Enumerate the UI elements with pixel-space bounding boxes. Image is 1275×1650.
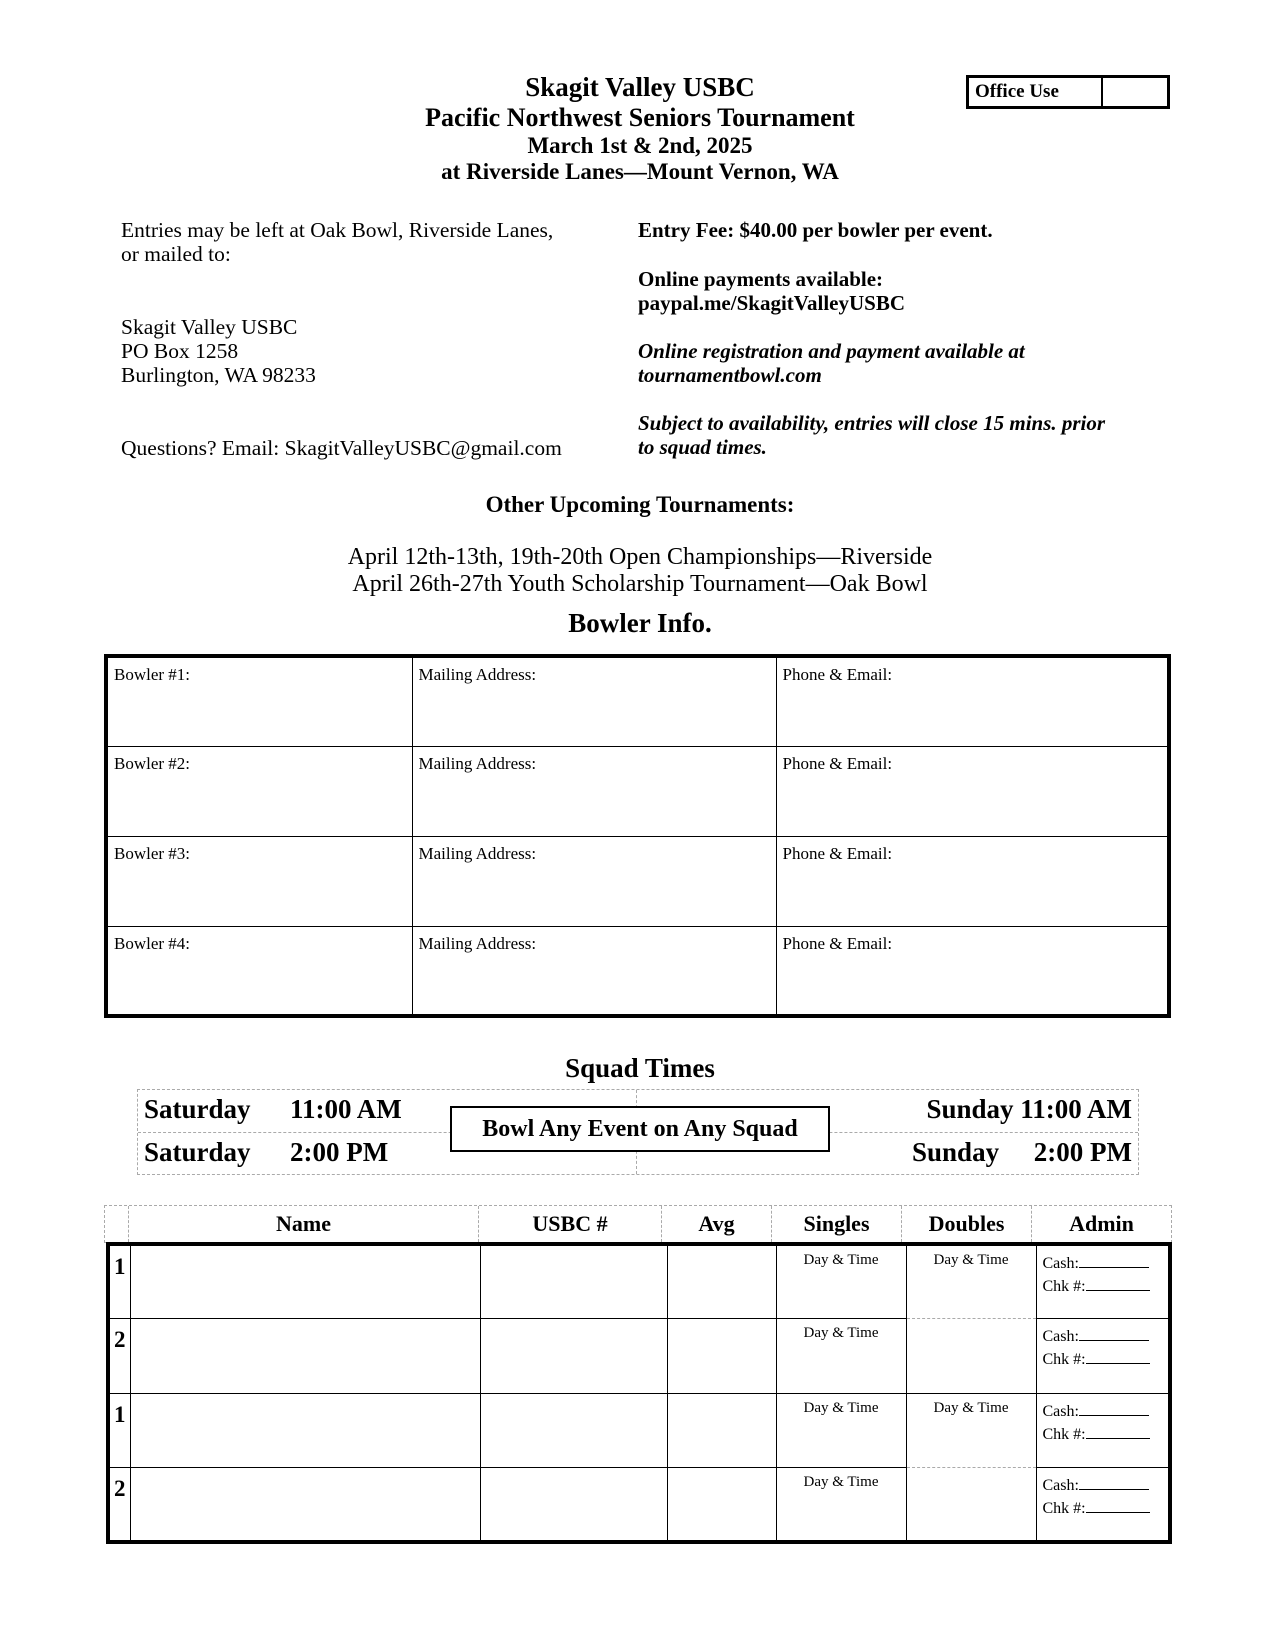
bowler-label: Bowler #2: — [114, 753, 191, 773]
mailing-address — [121, 315, 621, 387]
paypal-link: paypal.me/SkagitValleyUSBC — [638, 291, 906, 315]
doubles-field[interactable] — [906, 1468, 1036, 1543]
other-tournaments-title: Other Upcoming Tournaments: — [485, 492, 795, 517]
sunday-squad-1: Sunday 11:00 AM — [926, 1094, 1132, 1124]
name-field[interactable] — [130, 1468, 480, 1543]
row-number: 1 — [108, 1244, 130, 1319]
sunday-time-2: 2:00 PM — [1033, 1137, 1132, 1167]
singles-header: Singles — [772, 1206, 902, 1242]
entry-row — [108, 1244, 1170, 1319]
check-line — [1086, 1275, 1150, 1291]
sunday-label: Sunday — [912, 1137, 1000, 1167]
entry-row — [108, 1393, 1170, 1468]
contact-label: Phone & Email: — [782, 933, 893, 953]
check-label: Chk #: — [1042, 1425, 1086, 1443]
mailing-address-field[interactable] — [412, 926, 776, 1016]
usbc-field[interactable] — [480, 1393, 667, 1468]
tournament-title: Pacific Northwest Seniors Tournament — [425, 103, 855, 133]
online-registration — [638, 339, 1158, 387]
row-number: 2 — [108, 1319, 130, 1394]
any-squad-note: Bowl Any Event on Any Squad — [450, 1106, 830, 1152]
avg-header: Avg — [662, 1206, 772, 1242]
bowler-row — [106, 926, 1169, 1016]
bowler-row — [106, 836, 1169, 926]
cash-label: Cash: — [1042, 1255, 1079, 1272]
closing-note-line-2: to squad times. — [638, 435, 767, 459]
document-header — [300, 72, 980, 186]
entries-line-1: Entries may be left at Oak Bowl, Riverside Lanes, — [121, 218, 554, 242]
address-label: Mailing Address: — [418, 665, 537, 684]
bowler-name-field[interactable] — [106, 746, 412, 836]
address-line-1: Skagit Valley USBC — [121, 315, 298, 339]
entries-note — [121, 218, 621, 266]
doubles-header: Doubles — [902, 1206, 1032, 1242]
squad-times-title: Squad Times — [565, 1053, 715, 1083]
bowler-name-field[interactable] — [106, 656, 412, 746]
bowler-info-table — [104, 654, 1171, 1018]
office-use-field[interactable] — [1103, 78, 1167, 106]
entry-row — [108, 1319, 1170, 1394]
singles-field[interactable] — [776, 1319, 906, 1394]
doubles-field[interactable] — [906, 1319, 1036, 1394]
org-title: Skagit Valley USBC — [525, 72, 755, 102]
usbc-field[interactable] — [480, 1319, 667, 1394]
cash-line — [1079, 1252, 1149, 1268]
saturday-label: Saturday — [144, 1094, 251, 1124]
singles-field[interactable] — [776, 1393, 906, 1468]
entry-table-header — [104, 1205, 1172, 1243]
other-tournament-item: April 12th-13th, 19th-20th Open Championships—Riverside — [347, 544, 933, 570]
singles-field[interactable] — [776, 1244, 906, 1319]
avg-field[interactable] — [667, 1319, 776, 1394]
office-use-box — [966, 75, 1170, 109]
bowler-name-field[interactable] — [106, 926, 412, 1016]
admin-header: Admin — [1069, 1211, 1134, 1236]
day-time-label: Day & Time — [803, 1474, 879, 1490]
number-header — [105, 1206, 129, 1242]
day-time-label: Day & Time — [803, 1252, 879, 1268]
admin-field[interactable] — [1036, 1393, 1170, 1468]
office-use-label: Office Use — [969, 78, 1103, 106]
phone-email-field[interactable] — [776, 656, 1169, 746]
entries-line-2: or mailed to: — [121, 242, 231, 266]
admin-field[interactable] — [1036, 1319, 1170, 1394]
contact-label: Phone & Email: — [782, 753, 893, 773]
admin-field[interactable] — [1036, 1244, 1170, 1319]
entry-fee: Entry Fee: $40.00 per bowler per event. — [638, 218, 993, 242]
avg-field[interactable] — [667, 1468, 776, 1543]
address-line-2: PO Box 1258 — [121, 339, 239, 363]
saturday-label: Saturday — [144, 1137, 251, 1167]
check-line — [1086, 1497, 1150, 1513]
usbc-field[interactable] — [480, 1468, 667, 1543]
mailing-address-field[interactable] — [412, 656, 776, 746]
saturday-time-1: 11:00 AM — [290, 1094, 402, 1124]
check-label: Chk #: — [1042, 1278, 1086, 1295]
avg-field[interactable] — [667, 1244, 776, 1319]
mailing-address-field[interactable] — [412, 836, 776, 926]
usbc-header: USBC # — [479, 1206, 662, 1242]
entry-table — [106, 1242, 1172, 1544]
name-header: Name — [129, 1206, 479, 1242]
other-tournament-item: April 26th-27th Youth Scholarship Tournament—Oak Bowl — [352, 571, 928, 597]
avg-field[interactable] — [667, 1393, 776, 1468]
phone-email-field[interactable] — [776, 926, 1169, 1016]
check-label: Chk #: — [1042, 1500, 1086, 1517]
name-field[interactable] — [130, 1319, 480, 1394]
bowler-label: Bowler #1: — [114, 665, 191, 684]
bowler-name-field[interactable] — [106, 836, 412, 926]
bowler-row — [106, 656, 1169, 746]
check-line — [1086, 1423, 1150, 1439]
bowler-label: Bowler #3: — [114, 843, 191, 863]
other-tournaments-list — [250, 544, 1030, 598]
row-number: 1 — [108, 1393, 130, 1468]
closing-note-line-1: Subject to availability, entries will close 15 mins. prior — [638, 411, 1106, 435]
cash-line — [1079, 1325, 1149, 1341]
cash-label: Cash: — [1042, 1477, 1079, 1494]
contact-label: Phone & Email: — [782, 843, 893, 863]
check-label: Chk #: — [1042, 1351, 1086, 1368]
phone-email-field[interactable] — [776, 836, 1169, 926]
mailing-address-field[interactable] — [412, 746, 776, 836]
entry-row — [108, 1468, 1170, 1543]
doubles-field[interactable] — [906, 1244, 1036, 1319]
day-time-label: Day & Time — [933, 1399, 1009, 1416]
address-label: Mailing Address: — [418, 933, 537, 953]
tournament-dates: March 1st & 2nd, 2025 — [527, 132, 753, 158]
check-line — [1086, 1348, 1150, 1364]
name-field[interactable] — [130, 1393, 480, 1468]
questions-email: Questions? Email: SkagitValleyUSBC@gmail.com — [121, 436, 562, 460]
name-field[interactable] — [130, 1244, 480, 1319]
cash-label: Cash: — [1042, 1402, 1079, 1420]
bowler-info-title: Bowler Info. — [568, 608, 712, 638]
admin-field[interactable] — [1036, 1468, 1170, 1543]
address-label: Mailing Address: — [418, 843, 537, 863]
online-payments-line-1: Online payments available: — [638, 267, 884, 291]
bowler-row — [106, 746, 1169, 836]
singles-field[interactable] — [776, 1468, 906, 1543]
cash-label: Cash: — [1042, 1328, 1079, 1345]
closing-note — [638, 411, 1158, 459]
address-line-3: Burlington, WA 98233 — [121, 363, 316, 387]
cash-line — [1079, 1400, 1149, 1416]
online-registration-line-1: Online registration and payment available at — [638, 339, 1025, 363]
address-label: Mailing Address: — [418, 753, 537, 773]
phone-email-field[interactable] — [776, 746, 1169, 836]
contact-label: Phone & Email: — [782, 665, 893, 684]
usbc-field[interactable] — [480, 1244, 667, 1319]
day-time-label: Day & Time — [803, 1325, 879, 1341]
cash-line — [1079, 1474, 1149, 1490]
row-number: 2 — [108, 1468, 130, 1543]
day-time-label: Day & Time — [933, 1252, 1009, 1268]
bowler-label: Bowler #4: — [114, 933, 191, 953]
day-time-label: Day & Time — [803, 1399, 879, 1416]
online-payments — [638, 267, 1158, 315]
registration-site: tournamentbowl.com — [638, 363, 822, 387]
tournament-location: at Riverside Lanes—Mount Vernon, WA — [441, 159, 839, 185]
doubles-field[interactable] — [906, 1393, 1036, 1468]
saturday-time-2: 2:00 PM — [290, 1137, 389, 1167]
